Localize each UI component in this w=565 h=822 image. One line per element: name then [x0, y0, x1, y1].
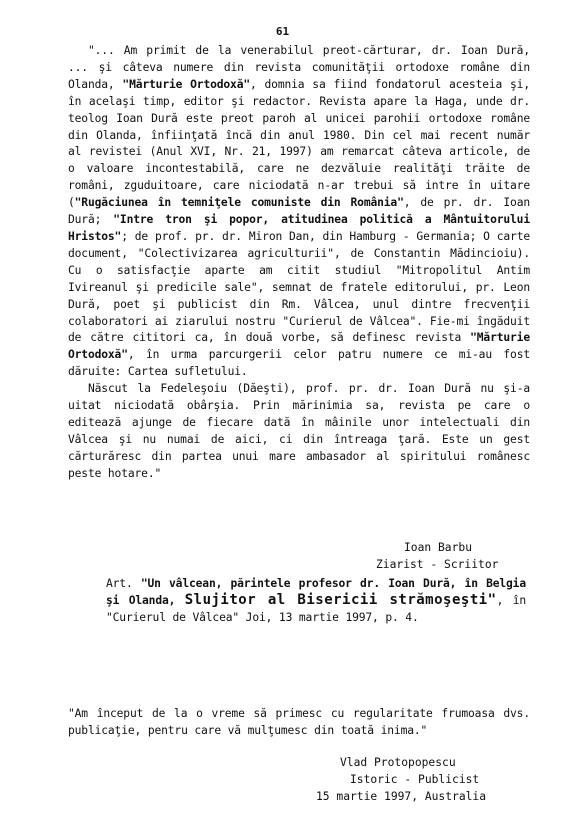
article-title: "Intre tron şi popor, atitudinea politică a Mântuitorului Hristos" [68, 213, 530, 243]
quote-text: , în urma parcurgerii celor patru numere ce mi-au fost dăruite: Cartea sufletului. [68, 348, 530, 379]
article-reference [106, 575, 526, 626]
quote-ioan-barbu [68, 43, 530, 483]
signature-role: Ziarist - Scriitor [376, 558, 499, 571]
signature-date: 15 martie 1997, Australia [316, 790, 487, 803]
reference-source: , în "Curierul de Vâlcea" Joi, 13 martie 1997, p. 4. [106, 594, 527, 624]
reference-title: "Un vâlcean, părintele profesor dr. Ioan Dură, în Belgia şi Olanda, [106, 577, 526, 607]
quote-text: "... Am primit de la venerabilul preot-cărturar, dr. Ioan Dură, ... şi câteva numere din revista comunităţii ortodoxe române din Olanda, [68, 44, 530, 91]
journal-title: "Mărturie Ortodoxă" [122, 77, 251, 91]
journal-title: "Mărturie Ortodoxă" [68, 331, 530, 362]
quote-paragraph-2: Născut la Fedeleşoiu (Dăeşti), prof. pr. dr. Ioan Dură nu şi-a uitat niciodată obârşia. Prin mărinimia sa, revista pe care o editează ajunge de fiecare dată în mâinile unor intelectuali din Vâlcea şi nu numai de aici, ci din întreaga ţară. Este un gest cărturăresc din partea unui mare ambasador al spiritului românesc peste hotare." [68, 382, 530, 480]
quote-paragraph-1 [68, 43, 530, 381]
article-title: "Rugăciunea în temniţele comuniste din România" [74, 196, 404, 210]
quote-text: ; de prof. pr. dr. Miron Dan, din Hamburg - Germania; O carte document, "Colectivizarea agriculturii", de Constantin Mădincioiu). Cu o satisfacţie aparte am citit studiul "Mitropolitul Antim Ivireanul şi predicile sale", semnat de fratele editorului, pr. Leon Dură, poet şi publicist din Rm. Vâlcea, unul dintre frecvenţii colaboratori ai ziarului nostru "Curierul de Vâlcea". Fie-mi îngăduit de către cititori ca, în două vorbe, să definesc revista [68, 229, 530, 345]
signature-name: Ioan Barbu [404, 541, 473, 554]
page-number: 61 [275, 25, 290, 38]
signature-role: Istoric - Publicist [350, 773, 480, 786]
signature-name: Vlad Protopopescu [340, 756, 456, 769]
quote-text: , domnia sa fiind fondatorul acesteia şi, în acelaşi timp, editor şi redactor. Revista apare la Haga, unde dr. teolog Ioan Dură este preot paroh al unicei parohii ortodoxe române din Olanda, înfiinţată încă din anul 1980. Din cel mai recent număr al revistei (Anul XVI, Nr. 21, 1997) am remarcat câteva articole, de o valoare incontestabilă, care ne dezvăluie realităţi trăite de români, zguduitoare, care niciodată n-ar trebui să intre în uitare ( [68, 77, 530, 210]
quote-text: , de pr. dr. Ioan Dură; [68, 196, 530, 227]
reference-prefix: Art. [106, 577, 141, 590]
quote-vlad-protopopescu: "Am început de la o vreme să primesc cu regularitate frumoasa dvs. publicaţie, pentru care vă mulţumesc din toată inima." [68, 707, 530, 737]
reference-title-large: Slujitor al Bisericii strămoşeşti" [184, 592, 497, 608]
